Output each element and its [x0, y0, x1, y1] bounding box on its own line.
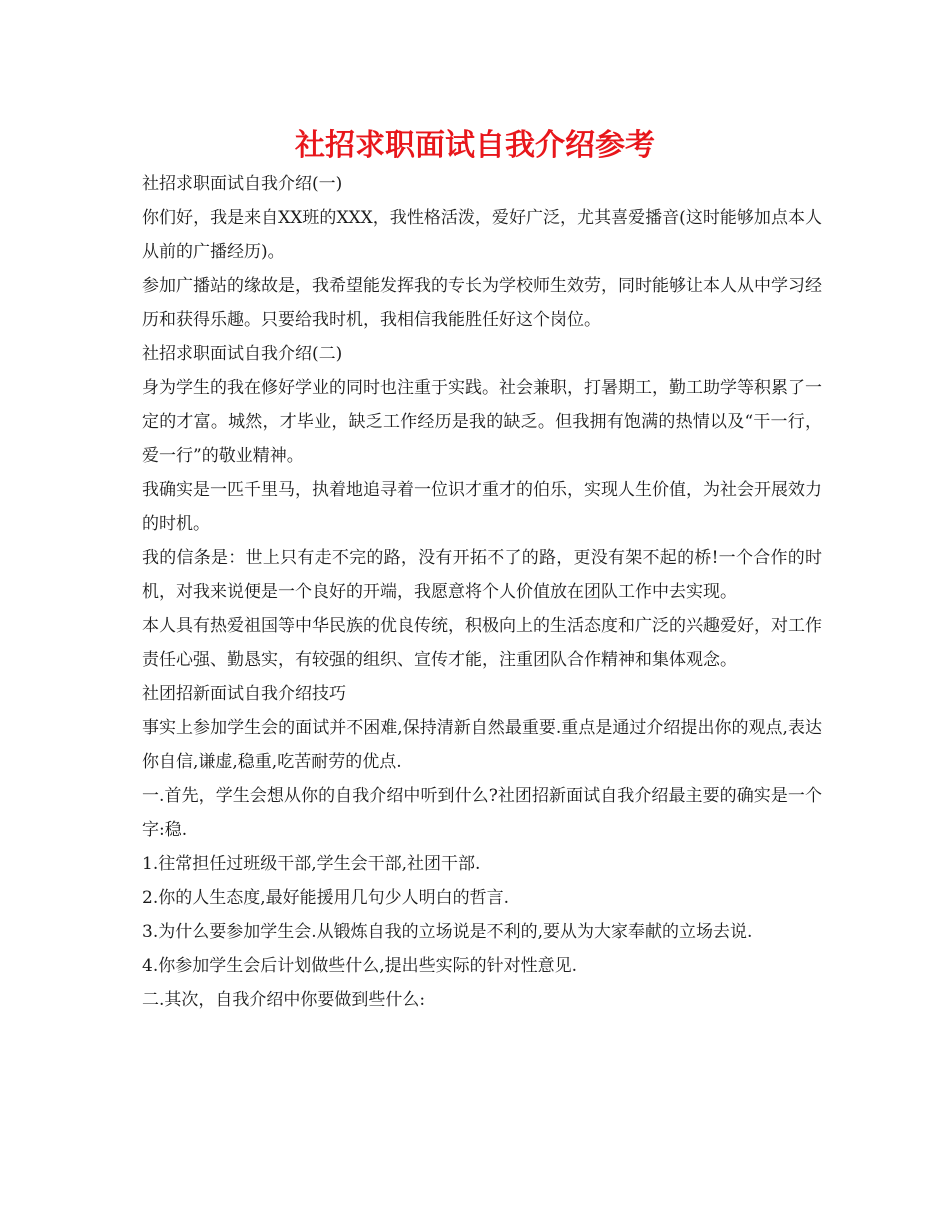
paragraph: 你们好，我是来自XX班的XXX，我性格活泼，爱好广泛，尤其喜爱播音(这时能够加点本人从前的广播经历)。 — [142, 208, 822, 262]
section-heading: 社招求职面试自我介绍(一) — [142, 174, 343, 194]
paragraph: 参加广播站的缘故是，我希望能发挥我的专长为学校师生效劳，同时能够让本人从中学习经历和获得乐趣。只要给我时机，我相信我能胜任好这个岗位。 — [142, 276, 822, 330]
paragraph: 二.其次，自我介绍中你要做到些什么: — [142, 990, 426, 1010]
list-item: 2.你的人生态度,最好能援用几句少人明白的哲言. — [142, 888, 510, 908]
paragraph: 一.首先，学生会想从你的自我介绍中听到什么?社团招新面试自我介绍最主要的确实是一个字:稳. — [142, 786, 822, 840]
list-item: 4.你参加学生会后计划做些什么,提出些实际的针对性意见. — [142, 956, 578, 976]
list-item: 1.往常担任过班级干部,学生会干部,社团干部. — [142, 854, 481, 874]
paragraph: 身为学生的我在修好学业的同时也注重于实践。社会兼职，打暑期工，勤工助学等积累了一定的才富。城然，才毕业，缺乏工作经历是我的缺乏。但我拥有饱满的热情以及“干一行，爱一行”的敬业精神。 — [142, 378, 822, 466]
paragraph: 我确实是一匹千里马，执着地追寻着一位识才重才的伯乐，实现人生价值，为社会开展效力的时机。 — [142, 480, 822, 534]
list-item: 3.为什么要参加学生会.从锻炼自我的立场说是不利的,要从为大家奉献的立场去说. — [142, 922, 753, 942]
document-title: 社招求职面试自我介绍参考 — [295, 128, 655, 163]
paragraph: 我的信条是：世上只有走不完的路，没有开拓不了的路，更没有架不起的桥!一个合作的时机，对我来说便是一个良好的开端，我愿意将个人价值放在团队工作中去实现。 — [142, 548, 822, 602]
section-heading: 社团招新面试自我介绍技巧 — [142, 684, 346, 704]
section-heading: 社招求职面试自我介绍(二) — [142, 344, 343, 364]
paragraph: 本人具有热爱祖国等中华民族的优良传统，积极向上的生活态度和广泛的兴趣爱好，对工作责任心强、勤恳实，有较强的组织、宣传才能，注重团队合作精神和集体观念。 — [142, 616, 822, 670]
document-body — [142, 167, 822, 1017]
paragraph: 事实上参加学生会的面试并不困难,保持清新自然最重要.重点是通过介绍提出你的观点,表达你自信,谦虚,稳重,吃苦耐劳的优点. — [142, 718, 822, 772]
